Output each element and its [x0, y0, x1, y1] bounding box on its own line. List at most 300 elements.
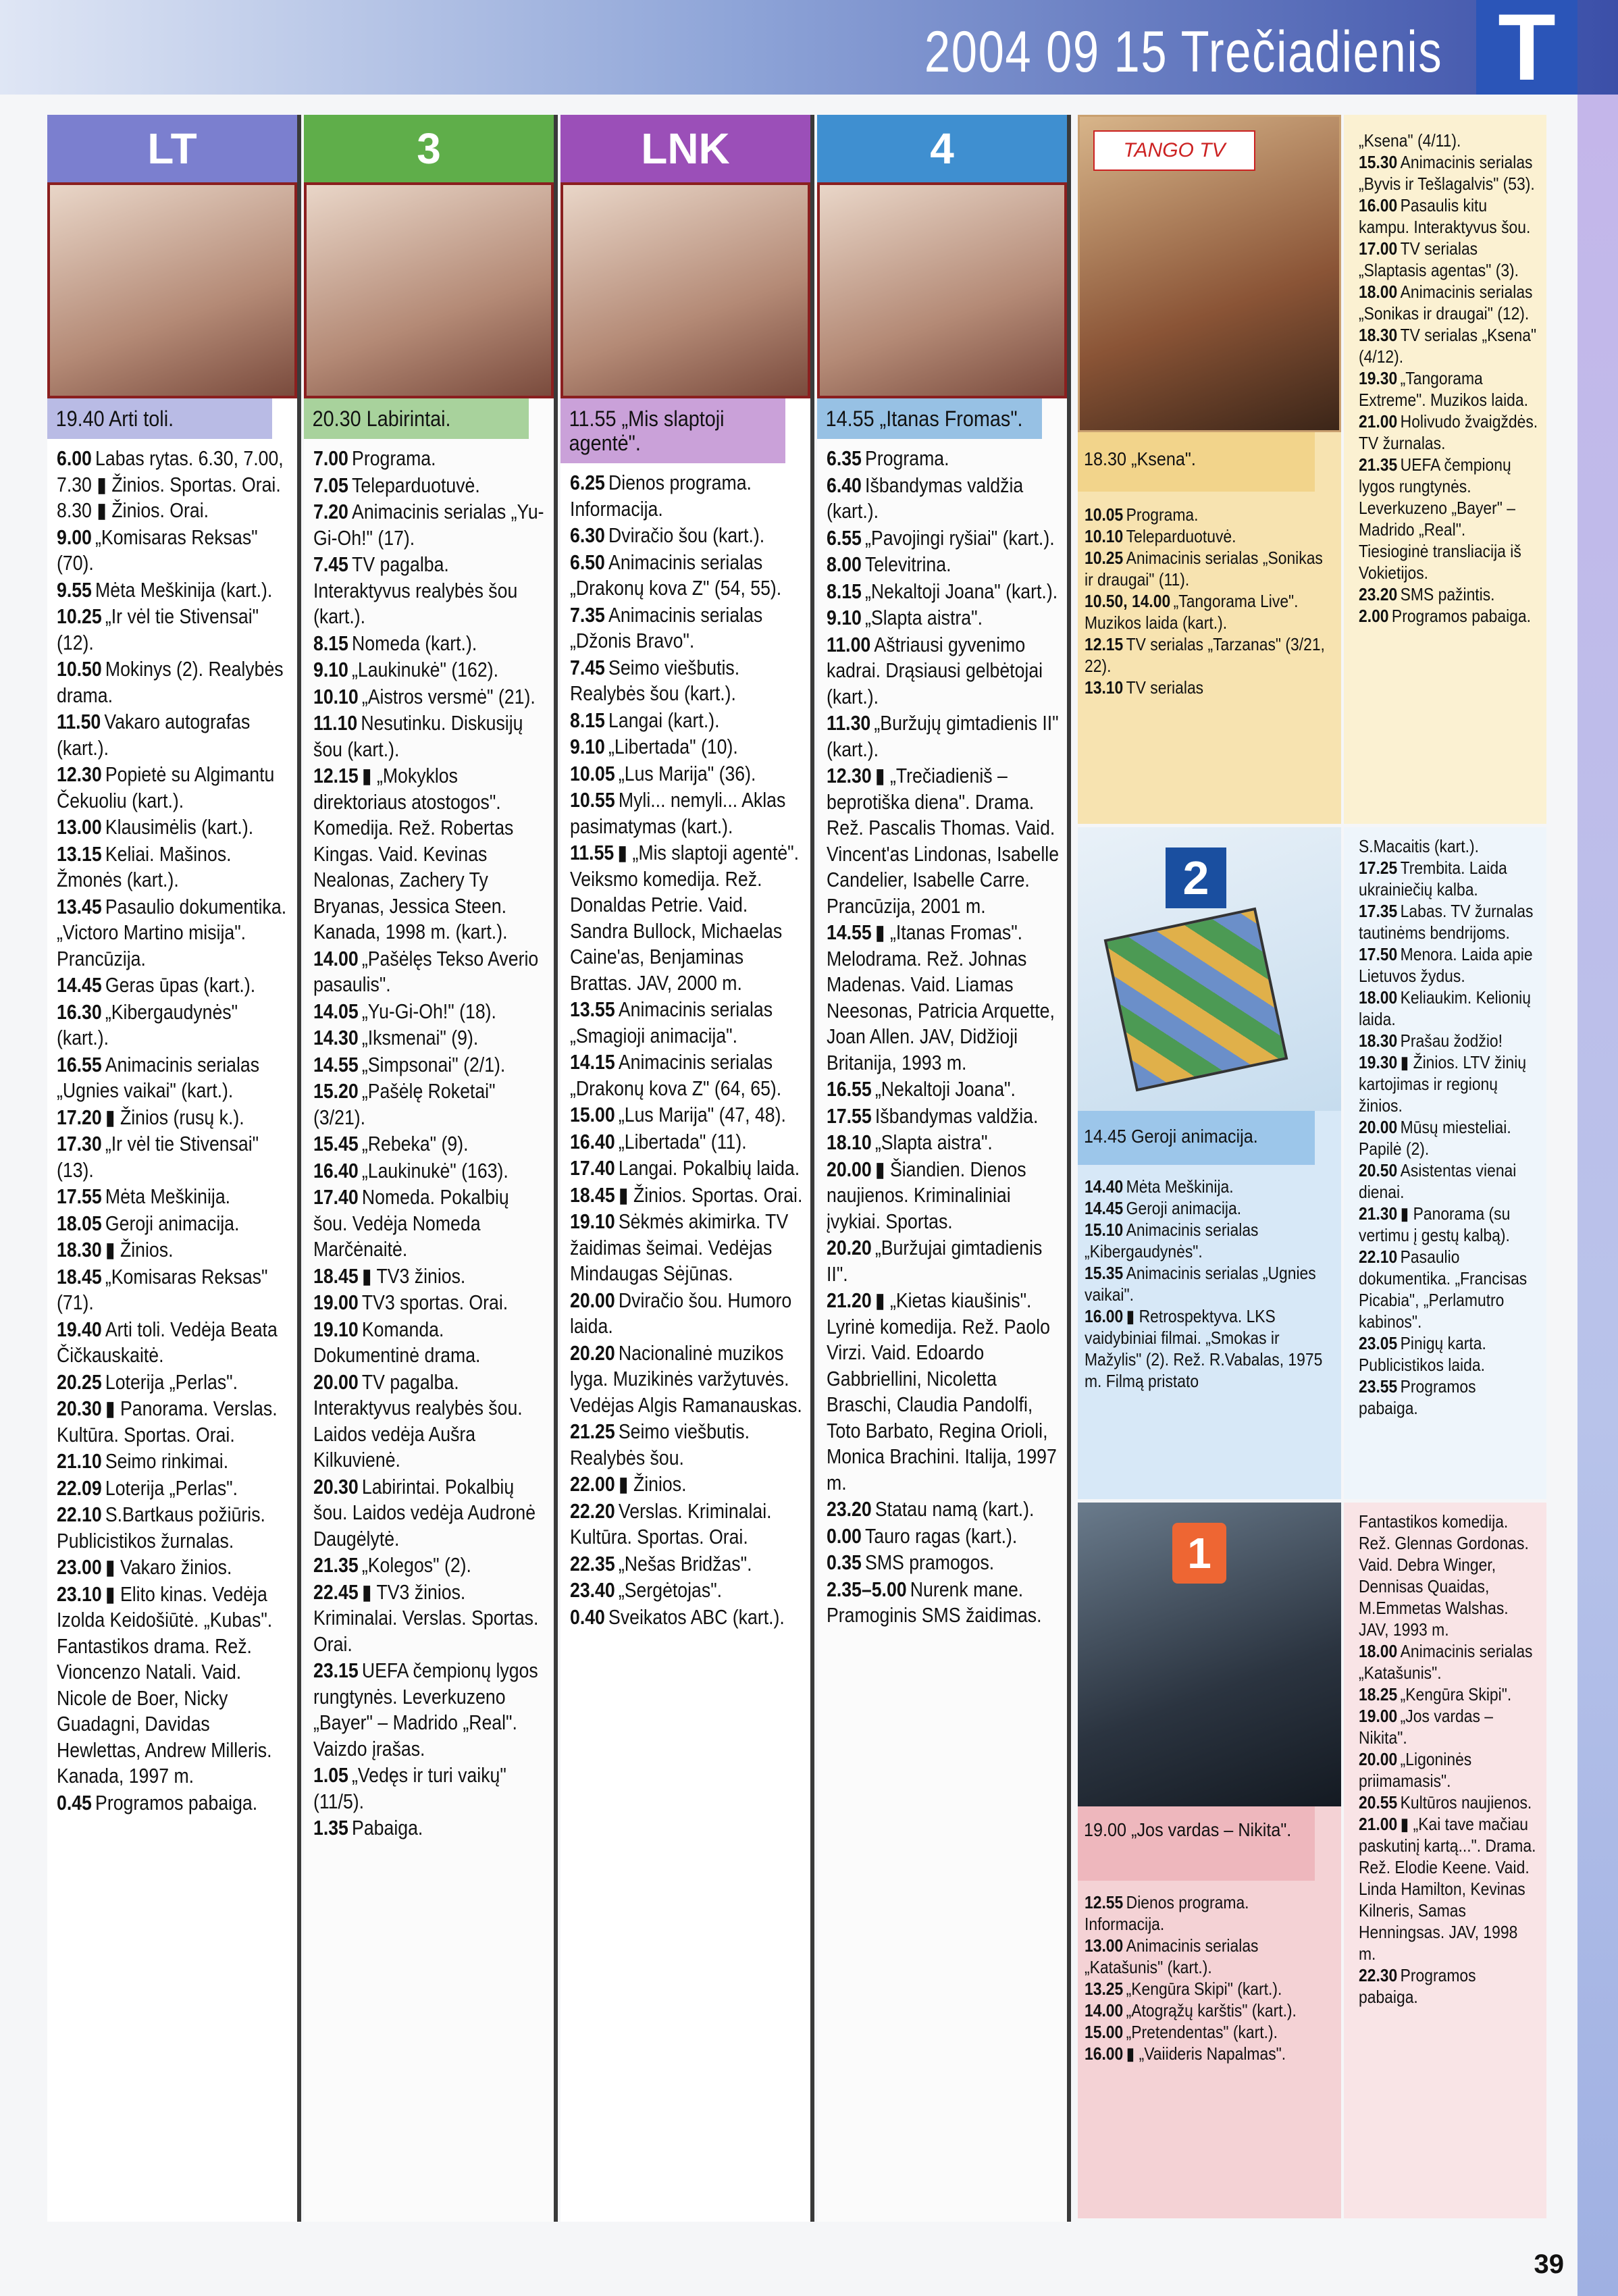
- tv1-photo: [1078, 1503, 1341, 1806]
- entry-text: Mėta Meškinija (kart.).: [95, 577, 273, 602]
- entry-text: ▮ Panorama. Verslas. Kultūra. Sportas. Orai.: [57, 1397, 278, 1446]
- schedule-list: [560, 463, 810, 1638]
- entry-time: 21.35: [313, 1553, 359, 1577]
- schedule-entry: [57, 1396, 291, 1448]
- entry-text: „Aistros versmė" (21).: [361, 684, 536, 708]
- entry-text: Animacinis serialas „Kibergaudynės".: [1085, 1220, 1259, 1261]
- entry-text: TV serialas: [1126, 677, 1204, 698]
- entry-time: 20.00: [1359, 1749, 1398, 1769]
- schedule-entry: [57, 1555, 291, 1581]
- schedule-entry: [313, 1158, 548, 1184]
- entry-text: „Komisaras Reksas" (70).: [57, 525, 258, 575]
- entry-time: 15.10: [1085, 1220, 1124, 1240]
- tango-photo: [1078, 115, 1341, 432]
- tango-logo: TANGO TV: [1093, 130, 1255, 171]
- schedule-entry: [313, 1290, 548, 1316]
- channel-logo: 3: [304, 115, 554, 182]
- schedule-entry: [57, 1502, 291, 1554]
- schedule-entry: [1359, 987, 1538, 1030]
- tv1-right-panel: [1344, 1503, 1546, 2218]
- schedule-entry: [1359, 1640, 1538, 1684]
- schedule-entry: [313, 631, 548, 657]
- entry-text: Loterija „Perlas".: [105, 1476, 238, 1500]
- entry-time: 16.55: [57, 1052, 102, 1076]
- schedule-entry: [57, 1790, 291, 1817]
- schedule-entry: [313, 499, 548, 551]
- schedule-entry: [57, 446, 291, 524]
- entry-time: 11.10: [313, 711, 358, 735]
- entry-text: Programos pabaiga.: [1391, 606, 1531, 626]
- entry-text: TV pagalba. Interaktyvus realybės šou (kart.).: [313, 552, 518, 628]
- entry-time: 9.10: [313, 658, 348, 681]
- entry-text: Programa.: [1126, 504, 1199, 525]
- entry-time: 19.10: [313, 1317, 359, 1341]
- schedule-entry: [1359, 324, 1538, 367]
- entry-time: 14.30: [313, 1026, 359, 1049]
- entry-time: 20.30: [313, 1474, 359, 1498]
- entry-time: 7.05: [313, 473, 348, 497]
- entry-time: 20.00: [313, 1369, 359, 1394]
- entry-text: Myli... nemyli... Aklas pasimatymas (kart.).: [570, 788, 786, 838]
- entry-time: 21.35: [1359, 454, 1398, 475]
- schedule-entry: [570, 997, 804, 1049]
- entry-time: 17.25: [1359, 858, 1398, 878]
- schedule-entry: [313, 1025, 548, 1051]
- schedule-entry: [570, 1419, 804, 1471]
- schedule-entry: [1359, 1964, 1538, 2008]
- entry-text: ▮ Žinios.: [618, 1472, 687, 1496]
- entry-text: Animacinis serialas „Byvis ir Tešlagalvis" (53).: [1359, 152, 1535, 194]
- schedule-entry: [1359, 835, 1538, 857]
- schedule-entry: [1085, 1219, 1333, 1262]
- schedule-entry: [570, 1049, 804, 1101]
- schedule-entry: [570, 1471, 804, 1498]
- entry-text: ▮ „Mokyklos direktoriaus atostogos". Komedija. Rež. Robertas Kingas. Vaid. Kevinas Nealonas, Zachery Ty Bryanas, Jessica Steen. Kanada, 1998 m. (kart.).: [313, 764, 514, 943]
- entry-time: 0.00: [827, 1523, 862, 1548]
- entry-time: 18.10: [827, 1130, 872, 1154]
- entry-text: Nomeda (kart.).: [352, 631, 477, 655]
- schedule-entry: [313, 1131, 548, 1157]
- entry-text: „Slapta aistra".: [865, 606, 983, 629]
- entry-time: 23.55: [1359, 1376, 1398, 1397]
- entry-time: 14.40: [1085, 1176, 1124, 1197]
- schedule-entry: [1085, 1935, 1333, 1978]
- entry-time: 16.40: [313, 1158, 359, 1182]
- entry-time: 12.15: [313, 764, 359, 787]
- entry-text: ▮ Panorama (su vertimu į gestų kalbą).: [1359, 1203, 1511, 1245]
- entry-time: 18.05: [57, 1211, 102, 1235]
- entry-text: Labas. TV žurnalas tautinėms bendrijoms.: [1359, 901, 1534, 943]
- entry-text: Statau namą (kart.).: [875, 1497, 1035, 1521]
- schedule-entry: [57, 525, 291, 577]
- entry-text: Animacinis serialas „Džonis Bravo".: [570, 602, 763, 652]
- entry-text: „Vedęs ir turi vaikų" (11/5).: [313, 1763, 506, 1813]
- schedule-entry: [313, 446, 548, 472]
- entry-time: 8.15: [313, 631, 348, 655]
- schedule-entry: [827, 1288, 1061, 1496]
- schedule-entry: [1359, 1051, 1538, 1116]
- schedule-entry: [57, 1237, 291, 1263]
- entry-text: Labirintai. Pokalbių šou. Laidos vedėja Audronė Daugėlytė.: [313, 1474, 536, 1550]
- entry-text: ▮ Vakaro žinios.: [105, 1555, 232, 1579]
- entry-time: 14.55: [313, 1052, 359, 1076]
- entry-time: 15.45: [313, 1132, 359, 1155]
- entry-text: Nesutinku. Diskusijų šou (kart.).: [313, 711, 523, 761]
- entry-text: ▮ „Vaiideris Napalmas".: [1126, 2043, 1286, 2064]
- entry-text: Dviračio šou. Humoro laida.: [570, 1288, 792, 1338]
- entry-time: 11.30: [827, 711, 871, 735]
- schedule-entry: [827, 1577, 1061, 1629]
- schedule-entry: [1359, 1116, 1538, 1159]
- entry-time: 17.35: [1359, 901, 1398, 921]
- schedule-entry: [827, 1130, 1061, 1156]
- entry-time: 21.25: [570, 1419, 615, 1443]
- entry-time: 7.45: [313, 552, 348, 576]
- schedule-entry: [1359, 1684, 1538, 1705]
- entry-text: „Pašėlę Roketai" (3/21).: [313, 1079, 496, 1129]
- entry-text: „Pašėlęs Tekso Averio pasaulis".: [313, 946, 539, 996]
- entry-time: 20.00: [570, 1288, 615, 1312]
- entry-text: ▮ TV3 žinios. Kriminalai. Verslas. Sportas. Orai.: [313, 1580, 539, 1656]
- schedule-entry: [827, 920, 1061, 1076]
- entry-time: 10.50, 14.00: [1085, 591, 1171, 611]
- entry-text: „Kibergaudynės" (kart.).: [57, 999, 238, 1049]
- entry-text: Animacinis serialas „Yu-Gi-Oh!" (17).: [313, 500, 544, 550]
- schedule-entry: [313, 1263, 548, 1290]
- entry-time: 10.25: [1085, 548, 1124, 568]
- entry-text: „Kengūra Skipi".: [1400, 1684, 1512, 1704]
- entry-time: 6.40: [827, 473, 862, 497]
- channel-photo: [304, 182, 554, 398]
- schedule-entry: [57, 1582, 291, 1790]
- entry-text: Animacinis serialas „Sonikas ir draugai" (11).: [1085, 548, 1323, 590]
- channel-photo: [47, 182, 297, 398]
- entry-text: Verslas. Kriminalai. Kultūra. Sportas. Orai.: [570, 1498, 772, 1548]
- entry-time: 16.55: [827, 1077, 872, 1101]
- ltv2-right-list: [1344, 827, 1546, 1419]
- entry-text: Teleparduotuvė.: [1126, 526, 1236, 546]
- entry-time: 20.25: [57, 1369, 102, 1394]
- entry-time: 23.40: [570, 1578, 615, 1602]
- entry-time: 10.05: [570, 761, 615, 785]
- schedule-entry: [1085, 1262, 1333, 1305]
- entry-text: Teleparduotuvė.: [352, 473, 480, 497]
- schedule-entry: [1085, 547, 1333, 590]
- schedule-entry: [1359, 194, 1538, 238]
- entry-text: Dienos programa. Informacija.: [1085, 1892, 1249, 1934]
- entry-text: Arti toli. Vedėja Beata Čičkauskaitė.: [57, 1317, 278, 1367]
- tv1-logo: 1: [1172, 1523, 1226, 1584]
- entry-time: 12.30: [827, 764, 872, 787]
- schedule-entry: [570, 1498, 804, 1550]
- schedule-entry: [1085, 2021, 1333, 2043]
- entry-time: 12.30: [57, 762, 102, 786]
- entry-time: 17.50: [1359, 944, 1398, 964]
- entry-text: „Ir vėl tie Stivensai" (12).: [57, 604, 259, 654]
- entry-text: ▮ Elito kinas. Vedėja Izolda Keidošiūtė. „Kubas". Fantastikos drama. Rež. Vioncenzo Natali. Vaid. Nicole de Boer, Nicky Guadagni, Davidas Hewlettas, Andrew Milleris. Kanada, 1997 m.: [57, 1582, 273, 1788]
- entry-text: „Laukinukė" (162).: [352, 658, 499, 681]
- entry-time: 17.55: [827, 1103, 872, 1128]
- entry-time: 21.00: [1359, 411, 1398, 432]
- schedule-entry: [570, 655, 804, 707]
- entry-time: 0.45: [57, 1790, 92, 1815]
- schedule-entry: [1359, 943, 1538, 987]
- entry-time: 10.10: [313, 684, 359, 708]
- schedule-entry: [1359, 1332, 1538, 1376]
- entry-time: 19.30: [1359, 368, 1398, 388]
- schedule-entry: [1359, 411, 1538, 454]
- entry-time: 12.55: [1085, 1892, 1124, 1912]
- schedule-entry: [313, 1369, 548, 1473]
- entry-text: Pasaulio dokumentika. „Victoro Martino misija". Prancūzija.: [57, 894, 287, 970]
- entry-time: 13.45: [57, 894, 102, 918]
- schedule-entry: [827, 1076, 1061, 1103]
- schedule-entry: [570, 734, 804, 760]
- entry-time: 18.00: [1359, 282, 1398, 302]
- entry-text: „Yu-Gi-Oh!" (18).: [361, 999, 496, 1023]
- entry-text: Trembita. Laida ukrainiečių kalba.: [1359, 858, 1507, 899]
- ltv2-logo: 2: [1166, 847, 1226, 908]
- entry-time: 11.00: [827, 632, 871, 656]
- entry-time: 19.10: [570, 1209, 615, 1233]
- entry-time: 15.35: [1085, 1263, 1124, 1283]
- entry-time: 7.20: [313, 500, 348, 523]
- entry-time: 19.00: [1359, 1706, 1398, 1726]
- entry-text: Mūsų miesteliai. Papilė (2).: [1359, 1117, 1511, 1159]
- schedule-entry: [1359, 1159, 1538, 1203]
- entry-text: ▮ Žinios. Sportas. Orai.: [618, 1182, 803, 1207]
- schedule-entry: [827, 579, 1061, 605]
- schedule-entry: [1085, 2000, 1333, 2021]
- entry-text: Klausimėlis (kart.).: [105, 815, 254, 839]
- entry-time: 18.00: [1359, 1641, 1398, 1661]
- entry-text: Komanda. Dokumentinė drama.: [313, 1317, 481, 1367]
- schedule-entry: [57, 1264, 291, 1316]
- schedule-entry: [57, 709, 291, 761]
- entry-text: Geroji animacija.: [105, 1211, 240, 1235]
- schedule-entry: [57, 999, 291, 1051]
- channel-column-2: [304, 115, 558, 2222]
- schedule-entry: [57, 814, 291, 841]
- entry-text: Mėta Meškinija.: [105, 1184, 231, 1208]
- schedule-entry: [1359, 454, 1538, 583]
- schedule-entry: [313, 1658, 548, 1762]
- schedule-entry: [1359, 1705, 1538, 1748]
- entry-time: 6.35: [827, 446, 862, 470]
- schedule-entry: [570, 1577, 804, 1604]
- entry-time: 19.00: [313, 1290, 359, 1314]
- entry-time: 0.35: [827, 1550, 862, 1574]
- entry-text: ▮ Žinios (rusų k.).: [105, 1105, 244, 1129]
- channel-photo: [560, 182, 810, 398]
- channel-teaser: 20.30 Labirintai.: [304, 398, 529, 439]
- entry-text: Programos pabaiga.: [1359, 1376, 1476, 1418]
- entry-time: 9.10: [827, 606, 862, 629]
- entry-time: 15.30: [1359, 152, 1398, 172]
- entry-time: 9.10: [570, 735, 605, 758]
- entry-time: 20.50: [1359, 1160, 1398, 1180]
- entry-text: Televitrina.: [865, 552, 951, 576]
- entry-time: 6.00: [57, 446, 92, 470]
- entry-time: 8.15: [570, 708, 605, 732]
- entry-text: TV serialas „Ksena" (4/12).: [1359, 325, 1537, 367]
- entry-text: „Jos vardas – Nikita".: [1359, 1706, 1494, 1748]
- entry-text: „Tangorama Live". Muzikos laida (kart.).: [1085, 591, 1299, 633]
- entry-time: 13.55: [570, 997, 615, 1021]
- schedule-entry: [313, 1184, 548, 1263]
- schedule-entry: [570, 1102, 804, 1128]
- entry-text: Keliaukim. Kelionių laida.: [1359, 987, 1531, 1029]
- ltv2-photo: [1078, 827, 1341, 1111]
- schedule-entry: [57, 1211, 291, 1237]
- schedule-entry: [827, 710, 1061, 762]
- schedule-entry: [1359, 857, 1538, 900]
- entry-time: 10.25: [57, 604, 102, 628]
- schedule-entry: [1085, 1305, 1333, 1392]
- schedule-entry: [57, 1052, 291, 1104]
- entry-text: Programa.: [865, 446, 949, 470]
- channel-column-4: [817, 115, 1071, 2222]
- channel-logo: LT: [47, 115, 297, 182]
- entry-time: 17.55: [57, 1184, 102, 1208]
- schedule-entry: [1359, 151, 1538, 194]
- entry-time: 22.35: [570, 1551, 615, 1575]
- entry-text: UEFA čempionų lygos rungtynės. Leverkuzeno „Bayer" – Madrido „Real". Tiesioginė transliacija iš Vokietijos.: [1359, 454, 1521, 583]
- schedule-entry: [1085, 2043, 1333, 2064]
- schedule-entry: [1359, 1748, 1538, 1792]
- entry-text: „Atogrąžų karštis" (kart.).: [1126, 2000, 1297, 2020]
- entry-time: 6.50: [570, 550, 605, 574]
- schedule-entry: [1085, 1978, 1333, 2000]
- schedule-entry: [57, 1476, 291, 1502]
- entry-time: 18.45: [313, 1263, 359, 1288]
- channel-teaser: 11.55 „Mis slaptoji agentė".: [560, 398, 785, 463]
- tango-right-list: [1344, 115, 1546, 627]
- entry-time: 22.10: [57, 1503, 102, 1526]
- entry-text: „Nešas Bridžas".: [618, 1551, 752, 1575]
- entry-time: 20.00: [827, 1157, 872, 1181]
- schedule-entry: [1359, 605, 1538, 627]
- entry-time: 23.20: [827, 1497, 872, 1521]
- schedule-entry: [570, 840, 804, 996]
- entry-text: Programa.: [352, 446, 436, 470]
- schedule-entry: [827, 552, 1061, 578]
- entry-time: 13.10: [1085, 677, 1124, 698]
- entry-text: „Slapta aistra".: [875, 1130, 993, 1154]
- entry-time: 6.55: [827, 525, 862, 550]
- entry-text: Loterija „Perlas".: [105, 1369, 238, 1394]
- entry-time: 21.30: [1359, 1203, 1398, 1224]
- entry-time: 10.55: [570, 788, 615, 812]
- entry-time: 12.15: [1085, 634, 1124, 654]
- entry-time: 11.55: [570, 841, 615, 864]
- entry-text: Aštriausi gyvenimo kadrai. Drąsiausi gelbėtojai (kart.).: [827, 632, 1043, 708]
- schedule-entry: [1085, 1176, 1333, 1197]
- entry-text: Fantastikos komedija. Rež. Glennas Gordonas. Vaid. Debra Winger, Dennisas Quaidas, M.Emmetas Walshas. JAV, 1993 m.: [1359, 1511, 1529, 1640]
- entry-time: 14.45: [1085, 1198, 1124, 1218]
- entry-text: Animacinis serialas „Ugnies vaikai".: [1085, 1263, 1316, 1305]
- entry-text: Animacinis serialas „Smagioji animacija".: [570, 997, 773, 1047]
- channel-column-1: [47, 115, 301, 2222]
- schedule-entry: [570, 602, 804, 654]
- entry-text: „Libertada" (11).: [618, 1129, 747, 1153]
- entry-text: „Iksmenai" (9).: [361, 1026, 479, 1049]
- entry-text: Tauro ragas (kart.).: [865, 1523, 1018, 1548]
- entry-time: 16.00: [1359, 195, 1398, 215]
- entry-text: Kultūros naujienos.: [1400, 1792, 1532, 1812]
- schedule-entry: [570, 787, 804, 839]
- entry-text: „Laukinukė" (163).: [361, 1158, 508, 1182]
- schedule-entry: [827, 446, 1061, 472]
- entry-text: S.Bartkaus požiūris. Publicistikos žurnalas.: [57, 1503, 265, 1553]
- entry-text: Langai (kart.).: [608, 708, 720, 732]
- entry-time: 17.20: [57, 1105, 102, 1129]
- entry-time: 0.40: [570, 1604, 605, 1629]
- entry-time: 14.15: [570, 1050, 615, 1074]
- entry-time: 20.00: [1359, 1117, 1398, 1137]
- channel-teaser: 19.40 Arti toli.: [47, 398, 272, 439]
- schedule-entry: [1359, 1792, 1538, 1813]
- entry-text: Seimo viešbutis. Realybės šou (kart.).: [570, 655, 740, 705]
- entry-text: Prašau žodžio!: [1400, 1030, 1503, 1051]
- entry-time: 23.20: [1359, 584, 1398, 604]
- schedule-entry: [570, 1604, 804, 1631]
- section-letter: T: [1476, 0, 1577, 95]
- schedule-entry: [313, 473, 548, 499]
- decorative-band: [1577, 95, 1618, 2296]
- schedule-entry: [827, 1550, 1061, 1576]
- entry-text: ▮ „Mis slaptoji agentė". Veiksmo komedija. Rež. Donaldas Petrie. Vaid. Sandra Bullock, Michaelas Caine'as, Benjaminas Brattas. JAV, 2000 m.: [570, 841, 800, 995]
- entry-time: 13.25: [1085, 1979, 1124, 1999]
- schedule-entry: [313, 1052, 548, 1078]
- schedule-entry: [57, 1131, 291, 1183]
- entry-text: Geroji animacija.: [1126, 1198, 1242, 1218]
- schedule-entry: [313, 1317, 548, 1369]
- entry-time: 22.00: [570, 1472, 615, 1496]
- entry-time: 15.00: [1085, 2022, 1124, 2042]
- schedule-entry: [57, 972, 291, 999]
- entry-time: 20.30: [57, 1397, 102, 1420]
- entry-time: 13.00: [57, 815, 102, 839]
- entry-text: „Nekaltoji Joana".: [875, 1077, 1016, 1101]
- schedule-entry: [57, 656, 291, 708]
- schedule-entry: [313, 1763, 548, 1815]
- schedule-entry: [313, 1580, 548, 1658]
- entry-text: Dviračio šou (kart.).: [608, 523, 765, 547]
- tv1-teaser: 19.00 „Jos vardas – Nikita".: [1078, 1806, 1315, 1881]
- entry-text: SMS pramogos.: [865, 1550, 995, 1574]
- entry-text: Keliai. Mašinos. Žmonės (kart.).: [57, 841, 232, 891]
- entry-text: „Kengūra Skipi" (kart.).: [1126, 1979, 1282, 1999]
- schedule-entry: [570, 1155, 804, 1182]
- schedule-entry: [570, 1551, 804, 1577]
- entry-text: „Ir vėl tie Stivensai" (13).: [57, 1132, 259, 1182]
- entry-time: 8.00: [827, 552, 862, 576]
- entry-text: S.Macaitis (kart.).: [1359, 836, 1479, 856]
- entry-text: TV serialas „Slaptasis agentas" (3).: [1359, 238, 1519, 280]
- schedule-entry: [570, 708, 804, 734]
- entry-text: Langai. Pokalbių laida.: [618, 1156, 800, 1180]
- entry-time: 21.10: [57, 1449, 102, 1473]
- channel-logo: LNK: [560, 115, 810, 182]
- schedule-entry: [1359, 130, 1538, 151]
- entry-text: Išbandymas valdžia.: [875, 1103, 1039, 1128]
- entry-text: ▮ „Kai tave mačiau paskutinį kartą...". Drama. Rež. Elodie Keene. Vaid. Linda Hamilton, Kevinas Kilneris, Samas Henningsas. JAV, 1998 m.: [1359, 1814, 1536, 1964]
- entry-time: 19.30: [1359, 1052, 1398, 1072]
- schedule-entry: [1359, 583, 1538, 605]
- tv1-right-list: [1344, 1503, 1546, 2008]
- entry-time: 9.00: [57, 525, 92, 549]
